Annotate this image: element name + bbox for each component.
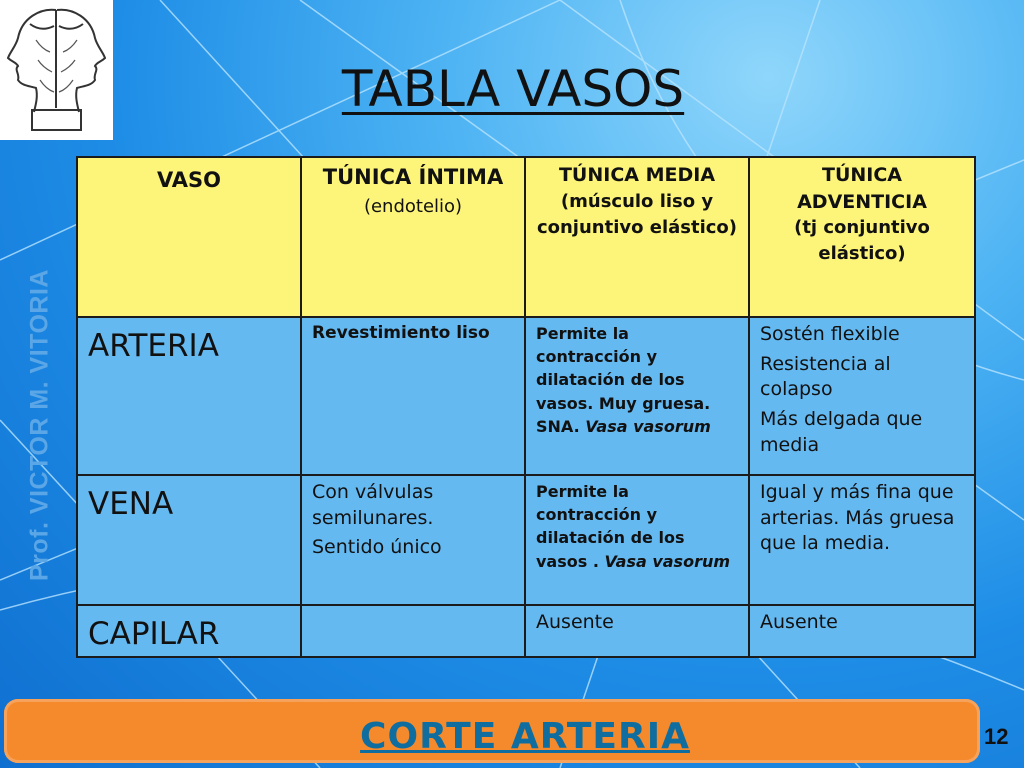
- table-row-capilar: [77, 605, 975, 657]
- vessels-table: [76, 156, 976, 658]
- header-sub-label: (tj conjuntivo elástico): [794, 217, 930, 265]
- page-number: 12: [984, 724, 1009, 749]
- adventicia-text: Igual y más fina que arterias. Más gruesa que la media.: [760, 481, 955, 555]
- media-cell: [525, 475, 749, 605]
- intima-cell: [301, 605, 525, 657]
- janus-head-icon: [0, 0, 113, 140]
- adventicia-line: Sostén flexible: [760, 323, 900, 345]
- media-cell: [525, 605, 749, 657]
- janus-logo: [0, 0, 113, 140]
- row-label-cell: [77, 605, 301, 657]
- intima-line: Con válvulas semilunares.: [312, 481, 434, 529]
- header-sub-label: (músculo liso y conjuntivo elástico): [536, 190, 738, 238]
- media-text: Permite la contracción y dilatación de los vasos .: [536, 482, 685, 571]
- adventicia-cell: [749, 317, 975, 475]
- intima-cell: [301, 317, 525, 475]
- intima-text: Revestimiento liso: [312, 323, 490, 343]
- table-row-arteria: [77, 317, 975, 475]
- row-label: CAPILAR: [88, 616, 220, 652]
- adventicia-cell: [749, 605, 975, 657]
- header-vaso: VASO: [77, 157, 301, 317]
- header-tunica-media: [525, 157, 749, 317]
- adventicia-cell: [749, 475, 975, 605]
- corte-arteria-link[interactable]: CORTE ARTERIA: [360, 716, 690, 757]
- adventicia-line: Más delgada que media: [760, 407, 923, 456]
- header-main-label: TÚNICA MEDIA: [558, 164, 716, 186]
- header-tunica-adventicia: [749, 157, 975, 317]
- slide-title: TABLA VASOS: [341, 60, 685, 118]
- intima-line: Sentido único: [312, 536, 442, 559]
- media-italic-text: Vasa vasorum: [604, 551, 731, 571]
- header-tunica-intima: [301, 157, 525, 317]
- intima-cell: [301, 475, 525, 605]
- header-sub-label: (endotelio): [363, 195, 463, 217]
- header-main-label: TÚNICA ADVENTICIA: [797, 164, 927, 213]
- media-text: Ausente: [536, 611, 614, 633]
- adventicia-line: Resistencia al colapso: [760, 352, 891, 401]
- header-main-label: TÚNICA ÍNTIMA: [322, 165, 504, 189]
- table-header-row: [77, 157, 975, 317]
- table-row-vena: [77, 475, 975, 605]
- row-label-cell: [77, 317, 301, 475]
- adventicia-text: Ausente: [760, 611, 838, 633]
- row-label: VENA: [88, 486, 174, 522]
- author-vertical-text: Prof. VICTOR M. VITORIA: [25, 269, 54, 581]
- row-label-cell: [77, 475, 301, 605]
- media-text: Permite la contracción y dilatación de los vasos. Muy gruesa. SNA.: [536, 324, 711, 436]
- row-label: ARTERIA: [88, 328, 219, 364]
- media-cell: [525, 317, 749, 475]
- media-italic-text: Vasa vasorum: [585, 416, 711, 436]
